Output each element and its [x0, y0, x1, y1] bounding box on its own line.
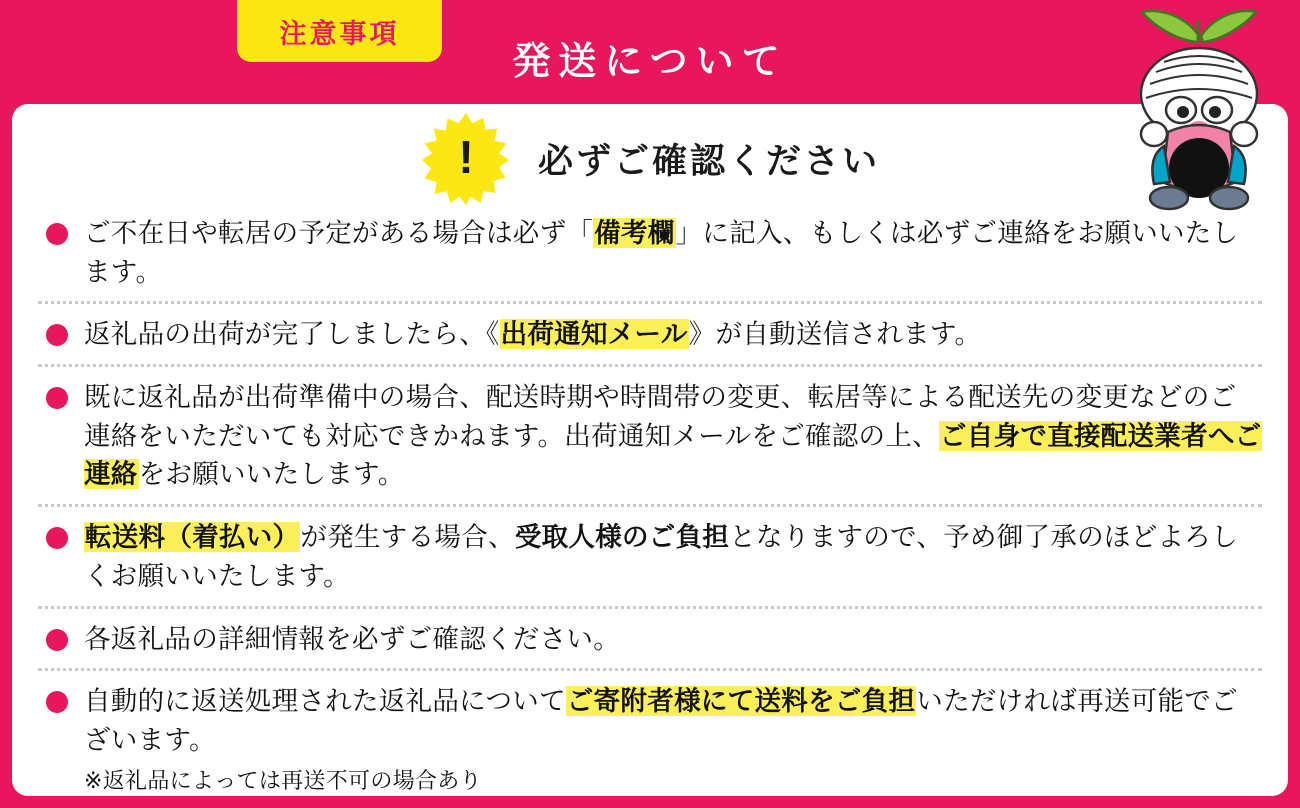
notice-text-segment: いただければ再送可能でございます。 — [84, 686, 1238, 755]
notice-text-segment: 》が自動送信されます。 — [688, 319, 982, 350]
notice-text — [84, 682, 1262, 759]
notice-list — [12, 214, 1288, 796]
notice-item — [38, 315, 1262, 367]
bullet-dot-icon — [46, 527, 68, 549]
notice-text-segment: ご不在日や転居の予定がある場合は必ず「 — [84, 218, 594, 248]
bullet-dot-icon — [46, 691, 68, 713]
bullet-dot-icon — [46, 387, 68, 409]
vegetable-character-mascot — [1124, 6, 1274, 236]
notice-text — [84, 378, 1262, 494]
notice-item — [38, 378, 1262, 507]
notice-text — [84, 315, 1262, 354]
notice-text-segment: が発生する場合、 — [300, 522, 515, 553]
notice-text-segment: となりますので、予め御了承のほどよろしくお願いいたします。 — [84, 522, 1238, 591]
notice-item — [38, 682, 1262, 796]
notice-text-segment: 既に返礼品が出荷準備中の場合、配送時期や時間帯の変更、転居等による配送先の変更などのご連絡をいただいても対応できかねます。出荷通知メールをご確認の上、 — [84, 382, 1237, 451]
notice-item — [38, 214, 1262, 304]
notice-text-segment: ご寄附者様にて送料をご負担 — [566, 686, 916, 717]
confirm-heading-text: 必ずご確認ください — [537, 142, 880, 181]
bullet-dot-icon — [46, 629, 68, 651]
notice-text-segment: をお願いいたします。 — [138, 459, 405, 490]
notice-text-segment: 」に記入、もしくは必ずご連絡をお願いいたします。 — [84, 218, 1239, 287]
bullet-dot-icon — [46, 324, 68, 346]
notice-text-segment: 備考欄 — [594, 218, 675, 248]
bullet-dot-icon — [46, 223, 68, 245]
exclamation-mark: ! — [458, 131, 474, 183]
notice-text-segment: 各返礼品の詳細情報を必ずご確認ください。 — [84, 623, 620, 654]
notice-card — [12, 104, 1288, 796]
notice-text-segment: 受取人様のご負担 — [514, 522, 730, 553]
notice-item — [38, 620, 1262, 672]
notice-item — [38, 518, 1262, 608]
notice-text — [84, 620, 1262, 659]
notice-text-segment: ご自身で直接配送業者へご連絡 — [84, 420, 1262, 490]
notice-subnote: ※返礼品によっては再送不可の場合あり — [84, 767, 482, 793]
notice-badge-label: 注意事項 — [279, 18, 400, 49]
confirm-heading — [12, 104, 1288, 214]
notice-text-segment: 出荷通知メール — [500, 319, 688, 350]
exclamation-burst-icon — [420, 113, 512, 205]
notice-text — [84, 214, 1262, 291]
notice-text — [84, 518, 1262, 595]
notice-text-segment: 自動的に返送処理された返礼品について — [84, 686, 566, 717]
notice-text-segment: 返礼品の出荷が完了しましたら、《 — [84, 319, 500, 350]
poster-header — [0, 0, 1300, 104]
page-title: 発送について — [512, 41, 788, 83]
notice-text-segment: 転送料（着払い） — [85, 522, 300, 553]
